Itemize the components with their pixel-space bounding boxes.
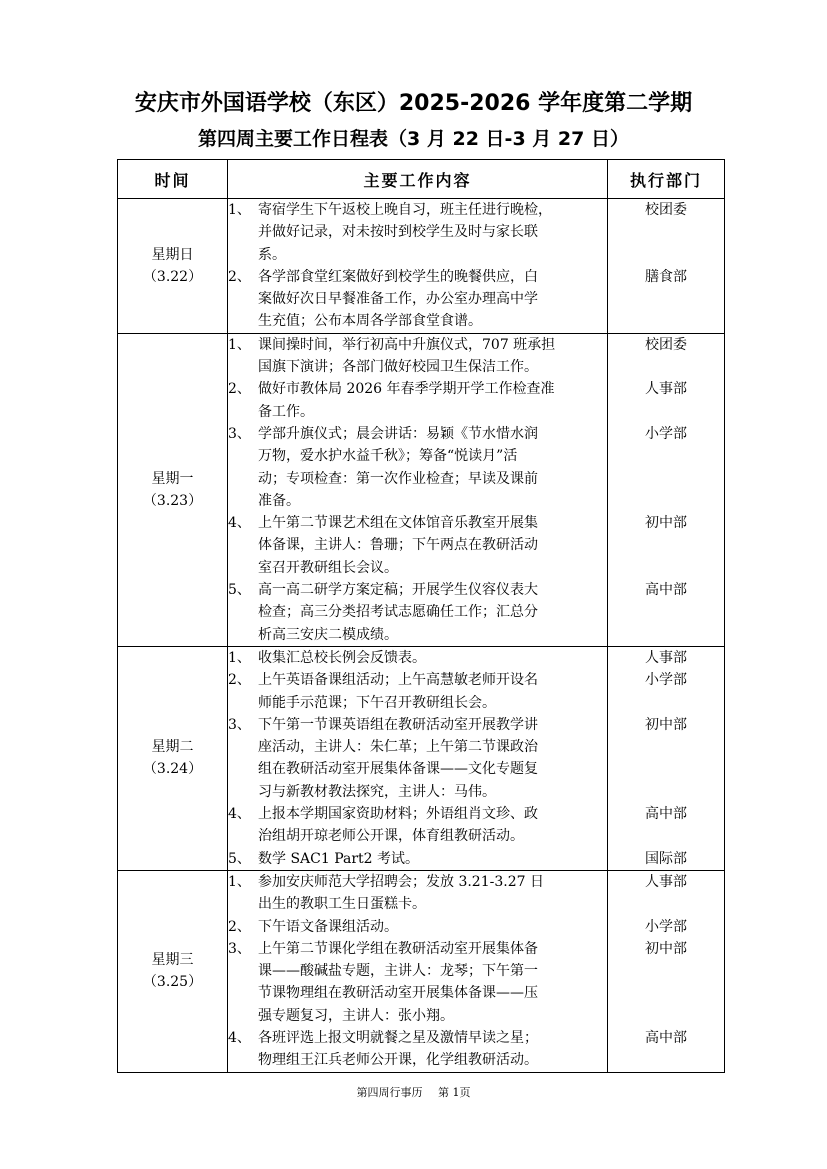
header-time: 时间: [118, 160, 228, 199]
item-text-line: 治组胡开琼老师公开课，体育组教研活动。: [258, 828, 524, 845]
item-text: [258, 669, 607, 714]
item-text-line: 动；专项检查：第一次作业检查；早读及课前: [258, 470, 538, 487]
list-item: [228, 199, 607, 266]
item-text-line: 万物，爱水护水益千秋》；筹备“悦读月”活: [258, 448, 518, 465]
item-text-line: 座活动，主讲人：朱仁革；上午第二节课政治: [258, 739, 538, 756]
day-date: （3.24）: [142, 761, 203, 778]
item-text: [258, 647, 607, 669]
day-date: （3.22）: [142, 268, 203, 285]
list-item: [228, 512, 607, 579]
item-text-line: 习与新教材教法探究，主讲人：马伟。: [258, 783, 496, 800]
item-text-line: 各学部食堂红案做好到校学生的晚餐供应，白: [258, 268, 538, 285]
item-text-line: 物理组王江兵老师公开课，化学组教研活动。: [258, 1052, 538, 1069]
item-dept: 校团委: [645, 336, 687, 353]
item-dept: 人事部: [645, 381, 687, 398]
page-footer: [0, 1084, 827, 1100]
item-dept: 小学部: [645, 425, 687, 442]
item-number: 4、: [228, 1029, 251, 1046]
dept-cell: [608, 646, 725, 870]
document-title: 安庆市外国语学校（东区）2025-2026 学年度第二学期: [134, 91, 693, 116]
item-number: 4、: [228, 515, 251, 532]
item-text-line: 上午第二节课艺术组在文体馆音乐教室开展集: [258, 515, 538, 532]
item-text: [258, 1027, 607, 1072]
item-dept: 小学部: [645, 918, 687, 935]
item-text-line: 师能手示范课；下午召开教研组长会。: [258, 694, 496, 711]
item-dept: 初中部: [645, 716, 687, 733]
dept-cell: [608, 870, 725, 1072]
item-number: 3、: [228, 940, 251, 957]
item-text: [258, 938, 607, 1027]
item-text: [258, 714, 607, 803]
item-text: [258, 266, 607, 333]
item-number: 1、: [228, 336, 251, 353]
item-text-line: 收集汇总校长例会反馈表。: [258, 649, 426, 666]
list-item: [228, 423, 607, 512]
item-text-line: 室召开教研组长会议。: [258, 559, 398, 576]
list-item: [228, 803, 607, 848]
item-dept: 高中部: [645, 582, 687, 599]
content-cell: [228, 333, 608, 646]
list-item: [228, 378, 607, 423]
list-item: [228, 871, 607, 916]
item-text-line: 检查；高三分类招考试志愿确任工作；汇总分: [258, 604, 538, 621]
item-text-line: 做好市教体局 2026 年春季学期开学工作检查准: [258, 381, 555, 398]
dept-cell: [608, 199, 725, 334]
table-row: [118, 333, 725, 646]
day-cell: [118, 870, 228, 1072]
day-date: （3.23）: [142, 492, 203, 509]
item-text-line: 准备。: [258, 492, 300, 509]
table-row: [118, 199, 725, 334]
item-dept: 膳食部: [645, 268, 687, 285]
item-text-line: 系。: [258, 246, 286, 263]
item-dept: 人事部: [645, 649, 687, 666]
item-text-line: 节课物理组在教研活动室开展集体备课——压: [258, 985, 538, 1002]
day-date: （3.25）: [142, 974, 203, 991]
list-item: [228, 1027, 607, 1072]
item-number: 1、: [228, 873, 251, 890]
item-text: [258, 334, 607, 379]
item-text-line: 上报本学期国家资助材料；外语组肖文珍、政: [258, 806, 538, 823]
item-dept: 校团委: [645, 202, 687, 218]
day-name: 星期一: [151, 470, 194, 487]
list-item: [228, 714, 607, 803]
item-number: 3、: [228, 425, 251, 442]
table-row: [118, 870, 725, 1072]
item-text: [258, 378, 607, 423]
item-text-line: 组在教研活动室开展集体备课——文化专题复: [258, 761, 538, 778]
item-dept: 初中部: [645, 940, 687, 957]
item-dept: 小学部: [645, 672, 687, 689]
header-dept: 执行部门: [608, 160, 725, 199]
item-text-line: 课——酸碱盐专题，主讲人：龙琴；下午第一: [258, 963, 538, 980]
item-number: 2、: [228, 672, 251, 689]
item-text: [258, 803, 607, 848]
item-dept: 国际部: [645, 850, 687, 867]
list-item: [228, 669, 607, 714]
list-item: [228, 579, 607, 646]
item-text: [258, 199, 607, 266]
item-text-line: 国旗下演讲；各部门做好校园卫生保洁工作。: [258, 359, 538, 376]
item-dept: 高中部: [645, 1029, 687, 1046]
item-text-line: 各班评选上报文明就餐之星及激情早读之星；: [258, 1029, 538, 1046]
day-name: 星期三: [151, 952, 194, 969]
item-text-line: 高一高二研学方案定稿；开展学生仪容仪表大: [258, 582, 538, 599]
item-text-line: 备工作。: [258, 403, 314, 420]
item-text-line: 出生的教职工生日蛋糕卡。: [258, 896, 426, 913]
item-dept: 人事部: [645, 873, 687, 890]
item-number: 1、: [228, 202, 251, 218]
item-text-line: 上午英语备课组活动；上午高慧敏老师开设名: [258, 672, 538, 689]
day-cell: [118, 199, 228, 334]
item-number: 4、: [228, 806, 251, 823]
item-text: [258, 916, 607, 938]
header-content: 主要工作内容: [228, 160, 608, 199]
item-number: 2、: [228, 268, 251, 285]
item-dept: 高中部: [645, 806, 687, 823]
item-text-line: 并做好记录，对未按时到校学生及时与家长联: [258, 224, 538, 241]
item-text-line: 学部升旗仪式；晨会讲话：易颖《节水惜水润: [258, 425, 538, 442]
day-cell: [118, 333, 228, 646]
item-text-line: 下午语文备课组活动。: [258, 918, 398, 935]
day-cell: [118, 646, 228, 870]
item-text-line: 寄宿学生下午返校上晚自习，班主任进行晚检，: [258, 202, 552, 218]
schedule-table: [117, 159, 725, 1073]
item-text: [258, 423, 607, 512]
item-text-line: 析高三安庆二模成绩。: [258, 626, 398, 643]
content-cell: [228, 199, 608, 334]
item-number: 5、: [228, 582, 251, 599]
day-name: 星期日: [151, 246, 194, 263]
footer-page: 第 1页: [438, 1086, 471, 1099]
table-row: [118, 646, 725, 870]
item-text-line: 强专题复习，主讲人：张小翔。: [258, 1007, 454, 1024]
content-cell: [228, 870, 608, 1072]
content-cell: [228, 646, 608, 870]
item-number: 2、: [228, 918, 251, 935]
item-text: [258, 871, 607, 916]
table-header-row: [118, 160, 725, 199]
item-text-line: 生充值；公布本周各学部食堂食谱。: [258, 313, 482, 330]
item-text-line: 参加安庆师范大学招聘会；发放 3.21-3.27 日: [258, 873, 544, 890]
list-item: [228, 334, 607, 379]
item-number: 2、: [228, 381, 251, 398]
day-name: 星期二: [151, 739, 194, 756]
list-item: [228, 848, 607, 870]
item-text-line: 数学 SAC1 Part2 考试。: [258, 850, 420, 867]
item-dept: 初中部: [645, 515, 687, 532]
item-text-line: 课间操时间，举行初高中升旗仪式，707 班承担: [258, 336, 556, 353]
item-number: 1、: [228, 649, 251, 666]
dept-cell: [608, 333, 725, 646]
item-number: 3、: [228, 716, 251, 733]
item-text-line: 体备课，主讲人：鲁珊；下午两点在教研活动: [258, 537, 538, 554]
list-item: [228, 916, 607, 938]
item-text-line: 上午第二节课化学组在教研活动室开展集体备: [258, 940, 538, 957]
footer-title: 第四周行事历: [356, 1086, 423, 1099]
list-item: [228, 938, 607, 1027]
item-text: [258, 848, 607, 870]
item-text: [258, 512, 607, 579]
item-text-line: 案做好次日早餐准备工作，办公室办理高中学: [258, 291, 538, 308]
list-item: [228, 266, 607, 333]
item-text-line: 下午第一节课英语组在教研活动室开展教学讲: [258, 716, 538, 733]
item-number: 5、: [228, 850, 251, 867]
item-text: [258, 579, 607, 646]
document-subtitle: 第四周主要工作日程表（3 月 22 日-3 月 27 日）: [198, 128, 629, 150]
list-item: [228, 647, 607, 669]
